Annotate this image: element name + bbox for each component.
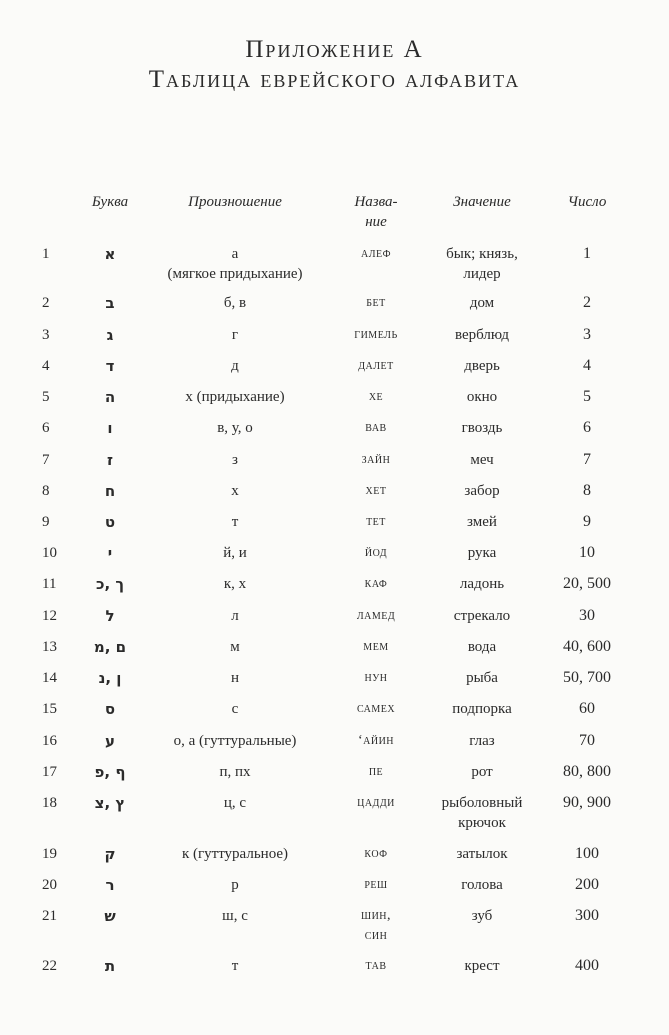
row-number: 4 [42, 358, 50, 374]
hebrew-letter: ן ,נ [98, 669, 122, 687]
pronunciation: х [231, 483, 239, 499]
letter-name: каф [364, 576, 388, 591]
pronunciation: б, в [223, 295, 247, 311]
letter-name: бет [366, 295, 386, 310]
row-number: 1 [42, 246, 50, 262]
pronunciation-line2: (мягкое придыхание) [167, 266, 303, 282]
pronunciation: й, и [223, 545, 247, 561]
numeric-value: 5 [583, 388, 591, 405]
numeric-value: 4 [583, 357, 591, 374]
row-number: 7 [42, 452, 50, 468]
hebrew-letter: ג [106, 326, 114, 344]
hebrew-letter: ת [104, 957, 116, 975]
numeric-value: 30 [579, 607, 595, 624]
hebrew-letter: ו [107, 419, 113, 437]
pronunciation: г [231, 327, 239, 343]
row-number: 10 [42, 545, 57, 561]
header-letter: Буква [91, 194, 129, 210]
meaning: дом [469, 295, 495, 311]
meaning: вода [467, 639, 497, 655]
meaning-line2: крючок [458, 815, 506, 831]
letter-name: цадди [357, 795, 395, 810]
pronunciation: ш, с [222, 908, 248, 924]
letter-name: далет [358, 358, 394, 373]
letter-name-line2: син [364, 928, 388, 943]
numeric-value: 60 [579, 700, 595, 717]
hebrew-letter: ש [104, 907, 116, 925]
numeric-value: 100 [575, 845, 599, 862]
numeric-value: 20, 500 [563, 575, 611, 592]
row-number: 22 [42, 958, 57, 974]
numeric-value: 8 [583, 482, 591, 499]
hebrew-letter: ד [105, 357, 115, 375]
pronunciation: к (гуттуральное) [181, 846, 289, 862]
hebrew-letter: ק [104, 845, 116, 863]
letter-name: шин, [360, 908, 392, 923]
letter-name: коф [364, 846, 388, 861]
row-number: 12 [42, 608, 57, 624]
meaning: окно [466, 389, 498, 405]
meaning: голова [461, 877, 503, 893]
hebrew-letter: ף ,פ [94, 763, 126, 781]
numeric-value: 3 [583, 326, 591, 343]
page-title: Приложение А [245, 36, 424, 63]
hebrew-letter: ע [105, 732, 115, 750]
pronunciation: н [230, 670, 240, 686]
numeric-value: 1 [583, 245, 591, 262]
meaning: меч [470, 452, 494, 468]
pronunciation: т [231, 958, 239, 974]
meaning: рука [467, 545, 497, 561]
meaning: зуб [471, 908, 493, 924]
row-number: 11 [42, 576, 57, 592]
numeric-value: 2 [583, 294, 591, 311]
numeric-value: 400 [575, 957, 599, 974]
numeric-value: 200 [575, 876, 599, 893]
letter-name: реш [364, 877, 388, 892]
letter-name: зайн [361, 452, 391, 467]
meaning: рыба [466, 670, 498, 686]
row-number: 5 [42, 389, 50, 405]
letter-name: мем [363, 639, 389, 654]
numeric-value: 40, 600 [563, 638, 611, 655]
pronunciation: в, у, о [217, 420, 253, 436]
letter-name: тав [365, 958, 387, 973]
row-number: 2 [42, 295, 50, 311]
row-number: 17 [42, 764, 57, 780]
letter-name: ʻайин [357, 733, 395, 748]
meaning: подпорка [452, 701, 512, 717]
pronunciation: р [231, 877, 239, 893]
numeric-value: 50, 700 [563, 669, 611, 686]
row-number: 20 [42, 877, 57, 893]
letter-name: самех [356, 701, 396, 716]
letter-name: ламед [356, 608, 396, 623]
row-number: 15 [42, 701, 57, 717]
header-number: Число [567, 194, 607, 210]
row-number: 14 [42, 670, 57, 686]
letter-name: нун [364, 670, 388, 685]
numeric-value: 70 [579, 732, 595, 749]
meaning: глаз [469, 733, 495, 749]
row-number: 3 [42, 327, 50, 343]
hebrew-letter: י [107, 544, 113, 562]
letter-name: тет [366, 514, 386, 529]
numeric-value: 10 [579, 544, 595, 561]
hebrew-letter: ץ ,צ [94, 794, 126, 812]
hebrew-letter: א [104, 245, 116, 263]
meaning: дверь [464, 358, 500, 374]
hebrew-letter: ה [104, 388, 116, 406]
meaning: затылок [456, 846, 508, 862]
meaning: рот [471, 764, 493, 780]
meaning: крест [464, 958, 500, 974]
letter-name: вав [365, 420, 387, 435]
numeric-value: 9 [583, 513, 591, 530]
header-meaning: Значение [453, 194, 511, 210]
pronunciation: м [230, 639, 240, 655]
hebrew-letter: ך ,כ [95, 575, 125, 593]
pronunciation: п, пх [219, 764, 251, 780]
header-name-line1: Назва- [354, 194, 398, 210]
pronunciation: х (придыхание) [185, 389, 285, 405]
hebrew-letter: ס [104, 700, 116, 718]
meaning: ладонь [459, 576, 505, 592]
row-number: 6 [42, 420, 50, 436]
page-subtitle: Таблица еврейского алфавита [148, 66, 521, 93]
meaning: верблюд [455, 327, 509, 343]
pronunciation: а [231, 246, 239, 262]
row-number: 9 [42, 514, 50, 530]
numeric-value: 7 [583, 451, 591, 468]
numeric-value: 90, 900 [563, 794, 611, 811]
meaning: бык; князь, [446, 246, 518, 262]
letter-name: йод [364, 545, 388, 560]
meaning: забор [464, 483, 500, 499]
header-name-line2: ние [365, 214, 387, 230]
pronunciation: ц, с [223, 795, 247, 811]
meaning-line2: лидер [463, 266, 501, 282]
pronunciation: о, а (гуттуральные) [173, 733, 297, 749]
row-number: 8 [42, 483, 50, 499]
hebrew-letter: ב [105, 294, 115, 312]
numeric-value: 80, 800 [563, 763, 611, 780]
row-number: 19 [42, 846, 57, 862]
letter-name: алеф [360, 246, 391, 261]
letter-name: гимель [354, 327, 398, 342]
hebrew-letter: ם ,מ [93, 638, 127, 656]
hebrew-letter: ל [105, 607, 115, 625]
row-number: 21 [42, 908, 57, 924]
pronunciation: т [231, 514, 239, 530]
pronunciation: с [231, 701, 239, 717]
hebrew-letter: ח [104, 482, 116, 500]
letter-name: хе [368, 389, 384, 404]
numeric-value: 6 [583, 419, 591, 436]
numeric-value: 300 [575, 907, 599, 924]
meaning: змей [467, 514, 497, 530]
pronunciation: з [232, 452, 238, 468]
meaning: гвоздь [461, 420, 503, 436]
letter-name: хет [365, 483, 387, 498]
hebrew-letter: ר [105, 876, 115, 894]
hebrew-letter: ט [104, 513, 116, 531]
letter-name: пе [368, 764, 384, 779]
pronunciation: л [231, 608, 239, 624]
meaning: рыболовный [441, 795, 523, 811]
row-number: 13 [42, 639, 57, 655]
row-number: 16 [42, 733, 57, 749]
pronunciation: д [231, 358, 239, 374]
header-pronunciation: Произношение [188, 194, 282, 210]
row-number: 18 [42, 795, 57, 811]
meaning: стрекало [453, 608, 511, 624]
pronunciation: к, х [223, 576, 247, 592]
hebrew-letter: ז [106, 451, 113, 469]
